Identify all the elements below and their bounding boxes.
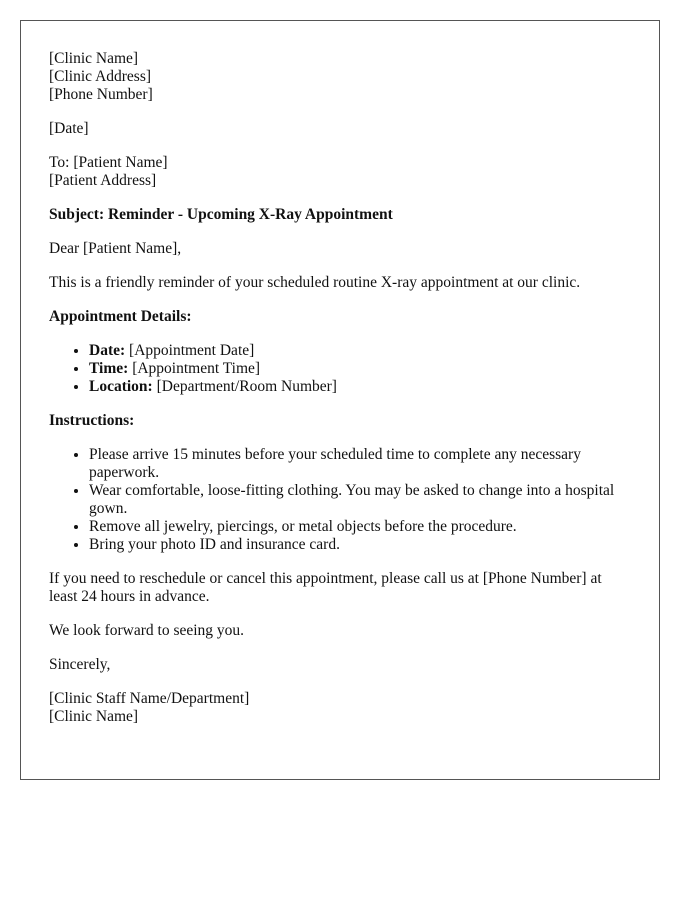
sign-off: Sincerely, (49, 656, 111, 673)
detail-label-time: Time: (89, 360, 129, 377)
recipient-block (49, 154, 631, 190)
signature-clinic: [Clinic Name] (49, 708, 139, 725)
recipient-address: [Patient Address] (49, 172, 157, 189)
closing-line: We look forward to seeing you. (49, 622, 245, 639)
appointment-details-list (49, 342, 631, 396)
detail-label-date: Date: (89, 342, 126, 359)
instructions-heading: Instructions: (49, 412, 135, 429)
detail-value-date: [Appointment Date] (125, 342, 255, 359)
clinic-phone: [Phone Number] (49, 86, 153, 103)
date-line: [Date] (49, 120, 89, 137)
list-item: • Please arrive 15 minutes before your scheduled time to complete any necessary paperwork. (89, 446, 631, 482)
intro-paragraph: This is a friendly reminder of your scheduled routine X-ray appointment at our clinic. (49, 274, 581, 291)
list-item: • Bring your photo ID and insurance card. (89, 536, 631, 554)
subject-line: Subject: Reminder - Upcoming X-Ray Appointment (49, 206, 393, 223)
clinic-address: [Clinic Address] (49, 68, 152, 85)
list-item: • Wear comfortable, loose-fitting clothing. You may be asked to change into a hospital gown. (89, 482, 631, 518)
list-item (89, 378, 631, 396)
appointment-details-heading: Appointment Details: (49, 308, 192, 325)
signature-block (49, 690, 631, 726)
letter-page (20, 20, 660, 780)
list-item: • Remove all jewelry, piercings, or metal objects before the procedure. (89, 518, 631, 536)
detail-label-location: Location: (89, 378, 153, 395)
list-item (89, 342, 631, 360)
sender-block (49, 50, 631, 104)
clinic-name: [Clinic Name] (49, 50, 139, 67)
instructions-list (49, 446, 631, 554)
detail-value-location: [Department/Room Number] (152, 378, 337, 395)
detail-value-time: [Appointment Time] (128, 360, 261, 377)
salutation: Dear [Patient Name], (49, 240, 182, 257)
signature-staff: [Clinic Staff Name/Department] (49, 690, 250, 707)
reschedule-paragraph: If you need to reschedule or cancel this appointment, please call us at [Phone Number] at least 24 hours in advance. (49, 570, 602, 605)
recipient-name: To: [Patient Name] (49, 154, 168, 171)
list-item (89, 360, 631, 378)
